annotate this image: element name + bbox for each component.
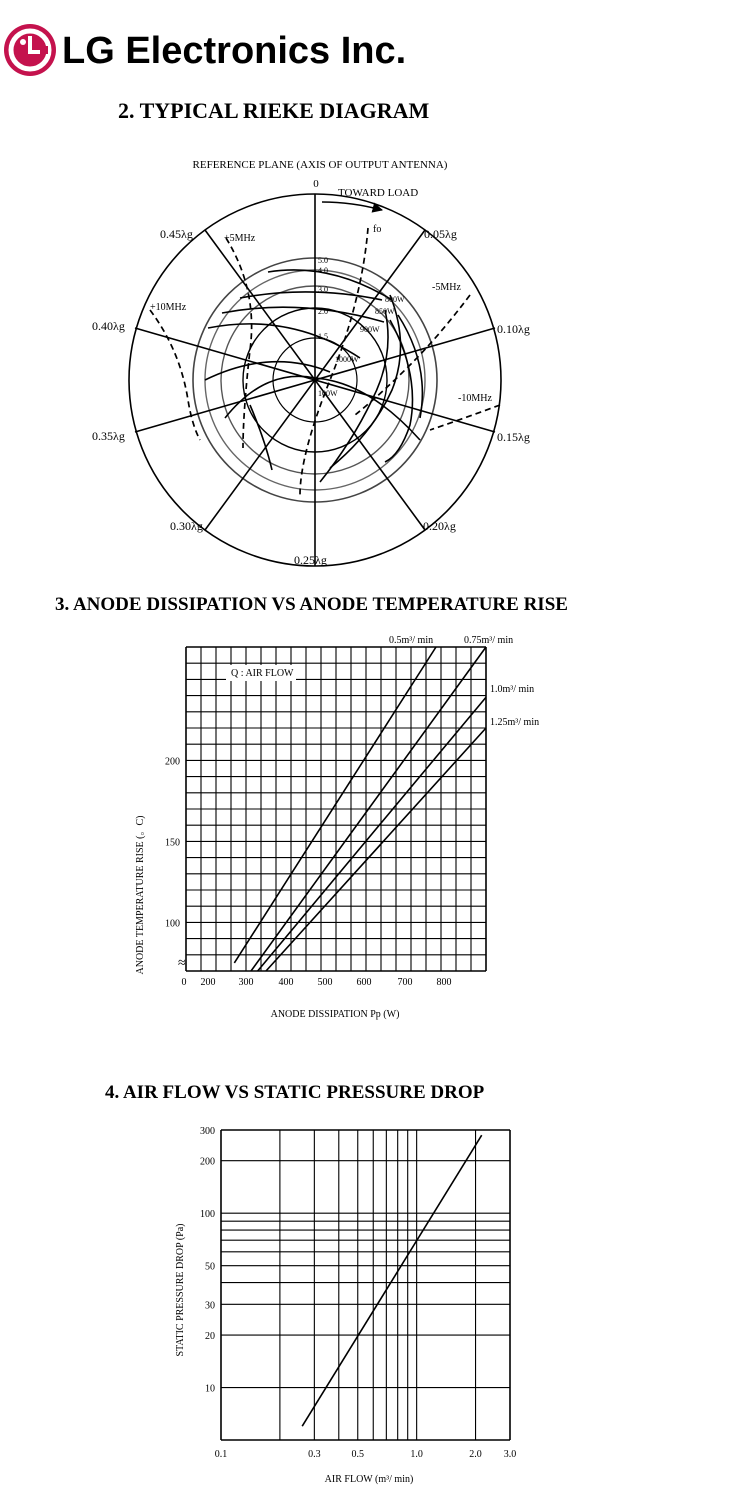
lambda-025: 0.25λg bbox=[294, 553, 327, 567]
anode-series-label-1: 0.75m³/ min bbox=[464, 635, 514, 646]
anode-x-tick: 400 bbox=[278, 977, 294, 988]
power-100: 100W bbox=[318, 389, 338, 398]
anode-x-tick: 200 bbox=[200, 977, 216, 988]
airflow-heading: 4. AIR FLOW VS STATIC PRESSURE DROP bbox=[105, 1082, 485, 1103]
company-name: LG Electronics Inc. bbox=[62, 30, 407, 72]
airflow-y-tick: 100 bbox=[200, 1209, 215, 1221]
anode-xlabel: ANODE DISSIPATION Pp (W) bbox=[270, 1009, 400, 1020]
anode-series-line-2 bbox=[258, 697, 486, 971]
freq-minus10: -10MHz bbox=[458, 393, 492, 404]
airflow-x-tick: 1.0 bbox=[410, 1449, 423, 1460]
anode-series-label-3: 1.25m³/ min bbox=[490, 717, 540, 728]
anode-series-line-3 bbox=[266, 728, 486, 971]
power-800: 800W bbox=[385, 295, 405, 304]
anode-x-tick: 0 bbox=[181, 977, 187, 988]
anode-x-tick: 600 bbox=[356, 977, 372, 988]
power-1000: 1000W bbox=[335, 355, 359, 364]
airflow-x-tick: 2.0 bbox=[469, 1449, 482, 1460]
lambda-010: 0.10λg bbox=[497, 322, 530, 336]
airflow-xlabel: AIR FLOW (m³/ min) bbox=[324, 1474, 414, 1485]
anode-series-label-0: 0.5m³/ min bbox=[389, 635, 434, 646]
airflow-x-tick: 0.3 bbox=[308, 1449, 321, 1460]
lambda-040: 0.40λg bbox=[92, 319, 125, 333]
vswr-5: 5.0 bbox=[318, 256, 328, 265]
anode-x-tick: 500 bbox=[317, 977, 333, 988]
airflow-y-tick: 300 bbox=[200, 1126, 215, 1137]
anode-y-tick: 100 bbox=[165, 918, 180, 930]
lambda-045: 0.45λg bbox=[160, 227, 193, 241]
anode-y-tick: 200 bbox=[165, 756, 180, 768]
airflow-y-tick: 30 bbox=[205, 1300, 215, 1312]
toward-load-label: TOWARD LOAD bbox=[338, 187, 419, 199]
lambda-020: 0.20λg bbox=[423, 519, 456, 533]
axis-break-symbol: ≈ bbox=[178, 956, 186, 971]
anode-series-line-0 bbox=[234, 647, 436, 963]
airflow-x-tick: 0.1 bbox=[214, 1449, 228, 1460]
vswr-2: 2.0 bbox=[318, 307, 328, 316]
airflow-x-tick: 3.0 bbox=[503, 1449, 517, 1460]
anode-x-tick: 700 bbox=[397, 977, 413, 988]
reference-plane-label: REFERENCE PLANE (AXIS OF OUTPUT ANTENNA) bbox=[192, 159, 448, 171]
lambda-030: 0.30λg bbox=[170, 519, 203, 533]
freq-plus10: +10MHz bbox=[150, 302, 187, 313]
lg-logo bbox=[2, 22, 58, 78]
vswr-15: 1.5 bbox=[318, 332, 328, 341]
rieke-diagram bbox=[0, 150, 750, 570]
airflow-y-tick: 10 bbox=[205, 1383, 215, 1395]
lambda-035: 0.35λg bbox=[92, 429, 125, 443]
anode-ylabel: ANODE TEMPERATURE RISE (。C) bbox=[135, 815, 146, 975]
freq-fo: fo bbox=[373, 224, 382, 235]
anode-x-tick: 800 bbox=[436, 977, 452, 988]
airflow-series-line-0 bbox=[302, 1135, 482, 1426]
lambda-005: 0.05λg bbox=[424, 227, 457, 241]
airflow-x-tick: 0.5 bbox=[351, 1449, 365, 1460]
power-900: 900W bbox=[360, 325, 380, 334]
zero-label: 0 bbox=[313, 178, 319, 190]
vswr-4: 4.0 bbox=[318, 266, 328, 275]
radial-lines bbox=[135, 194, 495, 566]
airflow-y-tick: 200 bbox=[200, 1156, 215, 1168]
page-header bbox=[0, 20, 750, 80]
power-850: 850W bbox=[375, 307, 395, 316]
lambda-015: 0.15λg bbox=[497, 430, 530, 444]
anode-heading: 3. ANODE DISSIPATION VS ANODE TEMPERATURE RISE bbox=[55, 594, 568, 615]
vswr-3: 3.0 bbox=[318, 285, 328, 294]
freq-minus5: -5MHz bbox=[432, 282, 461, 293]
anode-x-tick: 300 bbox=[238, 977, 254, 988]
anode-chart bbox=[0, 625, 750, 1045]
freq-plus5: +5MHz bbox=[224, 233, 256, 244]
anode-legend-label: Q : AIR FLOW bbox=[231, 668, 294, 679]
rieke-heading: 2. TYPICAL RIEKE DIAGRAM bbox=[118, 98, 430, 123]
airflow-y-tick: 50 bbox=[205, 1261, 215, 1273]
anode-series-label-2: 1.0m³/ min bbox=[490, 684, 535, 695]
anode-y-tick: 150 bbox=[165, 837, 180, 849]
airflow-y-tick: 20 bbox=[205, 1331, 215, 1343]
airflow-chart bbox=[0, 1115, 750, 1490]
airflow-ylabel: STATIC PRESSURE DROP (Pa) bbox=[175, 1223, 186, 1357]
